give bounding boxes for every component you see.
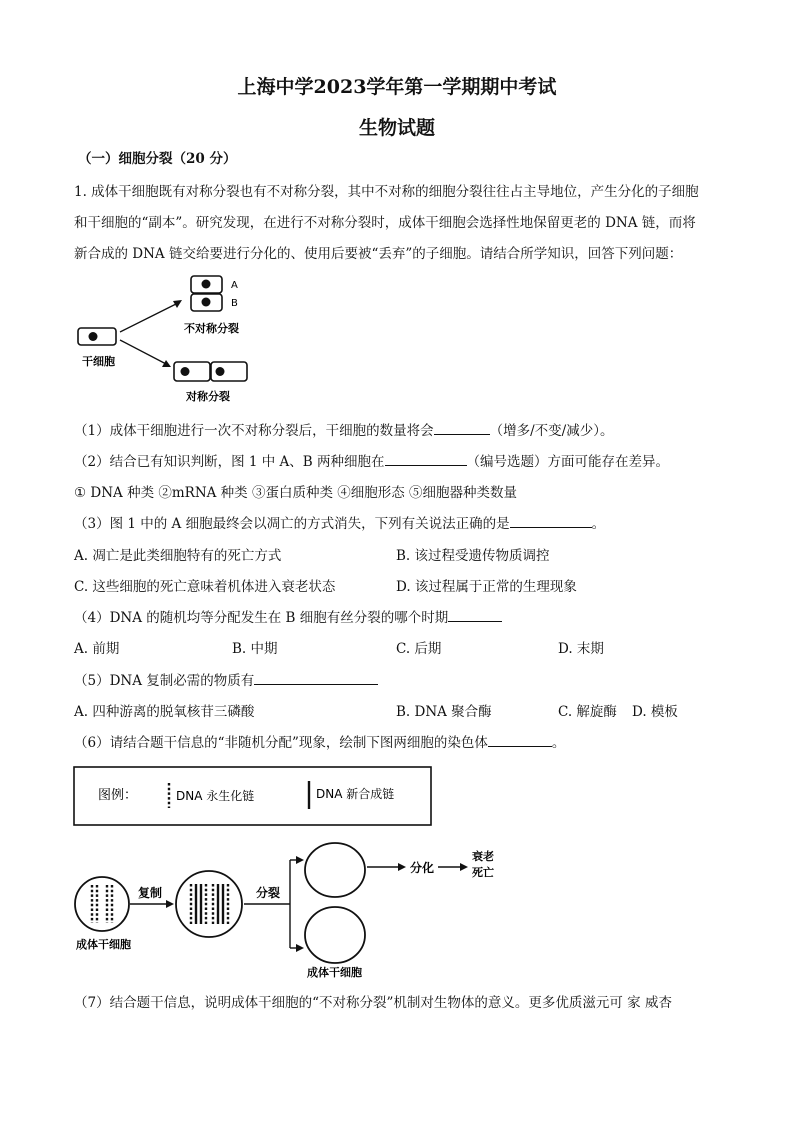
section-heading: （一）细胞分裂（20 分） [78, 151, 237, 167]
question-7: （7）结合题干信息，说明成体干细胞的“不对称分裂”机制对生物体的意义。更多优质滋元可 家 威杏 [74, 995, 672, 1011]
label-b: B [231, 298, 238, 309]
arrow-differentiate-1 [398, 863, 406, 871]
legend-old-strand-label: DNA 永生化链 [176, 789, 255, 803]
answer-blank-1[interactable] [434, 422, 490, 435]
figure-1-cell-division [70, 272, 270, 407]
label-replicate: 复制 [138, 886, 163, 900]
page-subtitle: 生物试题 [358, 117, 435, 139]
q4-option-d[interactable]: D. 末期 [558, 641, 604, 657]
q5-option-b[interactable]: B. DNA 聚合酶 [396, 704, 492, 720]
sym-cell-1 [174, 362, 210, 381]
q5-option-c[interactable]: C. 解旋酶 [558, 704, 617, 720]
question-6: （6）请结合题干信息的“非随机分配”现象，绘制下图两细胞的染色体 。 [74, 735, 566, 751]
label-death: 死亡 [472, 866, 494, 879]
label-symmetric: 对称分裂 [186, 390, 230, 403]
arrow-asymmetric [173, 300, 182, 308]
arrow-divide-bottom [296, 944, 304, 952]
stem-line-1: 1. 成体干细胞既有对称分裂也有不对称分裂，其中不对称的细胞分裂往往占主导地位，产生分化的子细胞 [74, 184, 699, 200]
label-senescence: 衰老 [472, 850, 494, 863]
label-a: A [231, 280, 238, 291]
stem-line-2: 和干细胞的“副本”。研究发现，在进行不对称分裂时，成体干细胞会选择性地保留更老的 DNA 链，而将 [74, 215, 696, 231]
arrow-symmetric [162, 360, 171, 367]
answer-blank-5[interactable] [254, 672, 378, 685]
q4-option-c[interactable]: C. 后期 [396, 641, 442, 657]
q3-option-d[interactable]: D. 该过程属于正常的生理现象 [396, 579, 577, 595]
q5-option-d[interactable]: D. 模板 [632, 704, 678, 720]
question-1: （1）成体干细胞进行一次不对称分裂后，干细胞的数量将会 （增多/不变/减少）。 [74, 423, 614, 439]
question-2-options: ① DNA 种类 ②mRNA 种类 ③蛋白质种类 ④细胞形态 ⑤细胞器种类数量 [74, 485, 518, 501]
nucleus-a [202, 280, 211, 289]
q3-option-a[interactable]: A. 凋亡是此类细胞特有的死亡方式 [74, 548, 282, 564]
answer-blank-2[interactable] [385, 453, 467, 466]
stem-line-3: 新合成的 DNA 链交给要进行分化的、使用后要被“丢弃”的子细胞。请结合所学知识，回答下列问题： [74, 246, 683, 262]
legend-title: 图例： [98, 788, 138, 803]
stem-nucleus [89, 332, 98, 341]
legend-new-strand-label: DNA 新合成链 [316, 787, 395, 801]
q4-option-a[interactable]: A. 前期 [74, 641, 120, 657]
page-title: 上海中学2023学年第一学期期中考试 [237, 76, 557, 98]
replicated-cell [176, 871, 242, 937]
question-4: （4）DNA 的随机均等分配发生在 B 细胞有丝分裂的哪个时期 [74, 609, 502, 627]
label-differentiate: 分化 [410, 861, 435, 875]
q4-option-b[interactable]: B. 中期 [232, 641, 278, 657]
arrow-divide-top [296, 856, 304, 864]
arrow-replicate [166, 900, 174, 908]
label-adult-stem-right: 成体干细胞 [307, 966, 362, 979]
question-5: （5）DNA 复制必需的物质有 [74, 672, 378, 690]
question-3: （3）图 1 中的 A 细胞最终会以凋亡的方式消失，下列有关说法正确的是 。 [74, 516, 606, 532]
label-asymmetric: 不对称分裂 [184, 322, 239, 335]
label-stem-cell: 干细胞 [82, 355, 115, 368]
answer-blank-6[interactable] [488, 734, 552, 747]
label-adult-stem-left: 成体干细胞 [76, 938, 131, 951]
answer-blank-3[interactable] [510, 515, 592, 528]
q3-option-b[interactable]: B. 该过程受遗传物质调控 [396, 548, 550, 564]
arrow-differentiate-2 [460, 863, 468, 871]
adult-stem-cell-left [75, 877, 129, 931]
nucleus-b [202, 298, 211, 307]
label-divide: 分裂 [256, 886, 281, 900]
daughter-cell-top [305, 843, 365, 897]
figure-2-chromosome-diagram [70, 764, 510, 984]
question-2: （2）结合已有知识判断，图 1 中 A、B 两种细胞在 （编号选题）方面可能存在差异。 [74, 454, 670, 470]
q5-option-a[interactable]: A. 四种游离的脱氧核苷三磷酸 [74, 704, 255, 720]
daughter-cell-bottom [305, 907, 365, 963]
q3-option-c[interactable]: C. 这些细胞的死亡意味着机体进入衰老状态 [74, 579, 336, 595]
answer-blank-4[interactable] [448, 609, 502, 622]
